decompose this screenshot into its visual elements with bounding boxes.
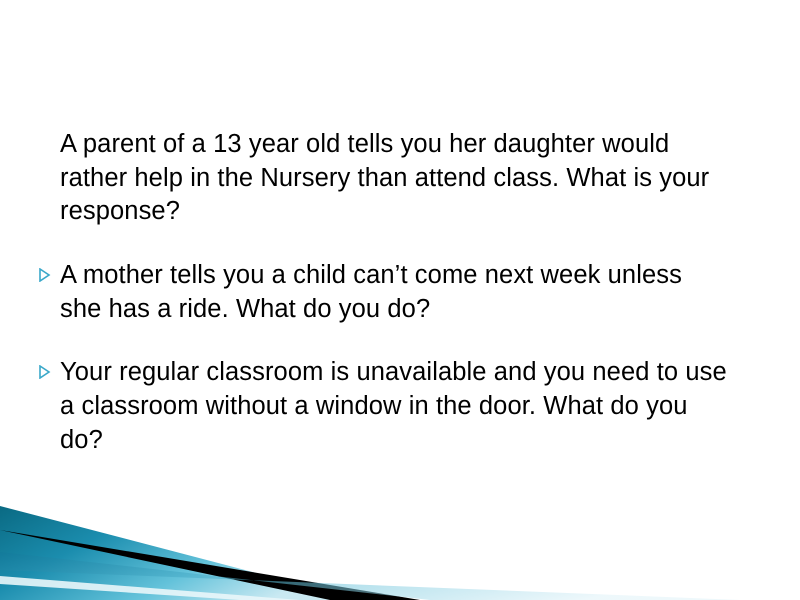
triangle-bullet-icon: [38, 356, 60, 379]
bullet-text: A mother tells you a child can’t come next week unless she has a ride. What do you do?: [60, 260, 682, 323]
bottom-left-teal-swoosh: [0, 490, 800, 600]
triangle-bullet-icon: [38, 259, 60, 282]
bullet-marker-empty: [38, 128, 60, 137]
slide-body: [38, 128, 728, 457]
list-item: [38, 259, 728, 326]
list-item: [38, 128, 728, 229]
bullet-text: Your regular classroom is unavailable and you need to use a classroom without a window in the door. What do you do?: [60, 358, 727, 454]
bullet-text: A parent of a 13 year old tells you her daughter would rather help in the Nursery than attend class. What is your response?: [60, 130, 710, 226]
list-item: [38, 356, 728, 457]
